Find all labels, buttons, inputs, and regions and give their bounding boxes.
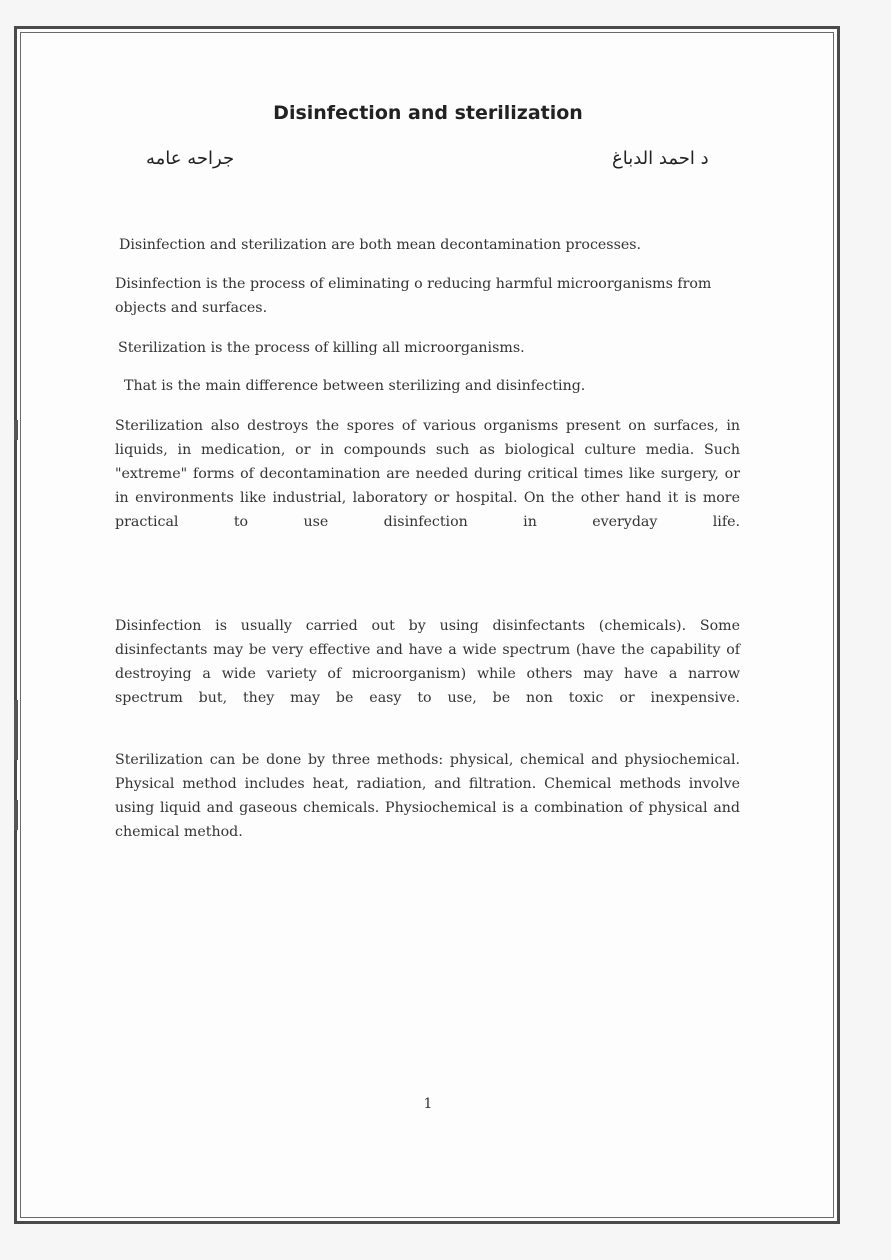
- page-number: 1: [423, 1096, 433, 1112]
- paragraph-sterilization: Sterilization is the process of killing all microorganisms.: [118, 340, 525, 356]
- subject-arabic: جراحه عامه: [146, 148, 235, 169]
- author-arabic: د احمد الدباغ: [612, 148, 709, 169]
- paragraph-disinfection: Disinfection is the process of eliminating o reducing harmful microorganisms from objects and surfaces.: [115, 276, 712, 316]
- paragraph-difference: That is the main difference between sterilizing and disinfecting.: [124, 378, 586, 394]
- paragraph-methods: Sterilization can be done by three methods: physical, chemical and physiochemical. Physical method includes heat, radiation, and filtration. Chemical methods involve using liquid and gaseous chemicals. Physiochemical is a combination of physical and chemical method.: [115, 752, 740, 840]
- paragraph-definition: Disinfection and sterilization are both mean decontamination processes.: [119, 237, 642, 253]
- paragraph-disinfectants: Disinfection is usually carried out by using disinfectants (chemicals). Some disinfectants may be very effective and have a wide spectrum (have the capability of destroying a wide variety of microorganism) while others may have a narrow spectrum but, they may be easy to use, be non toxic or inexpensive.: [115, 618, 740, 706]
- scan-mark: [14, 700, 18, 760]
- paragraph-spores: Sterilization also destroys the spores of various organisms present on surfaces, in liquids, in medication, or in compounds such as biological culture media. Such "extreme" forms of decontamination are needed during critical times like surgery, or in environments like industrial, laboratory or hospital. On the other hand it is more practical to use disinfection in everyday life.: [115, 418, 740, 530]
- page-title: Disinfection and sterilization: [273, 102, 583, 124]
- scan-mark: [14, 420, 18, 440]
- scan-mark: [14, 800, 18, 830]
